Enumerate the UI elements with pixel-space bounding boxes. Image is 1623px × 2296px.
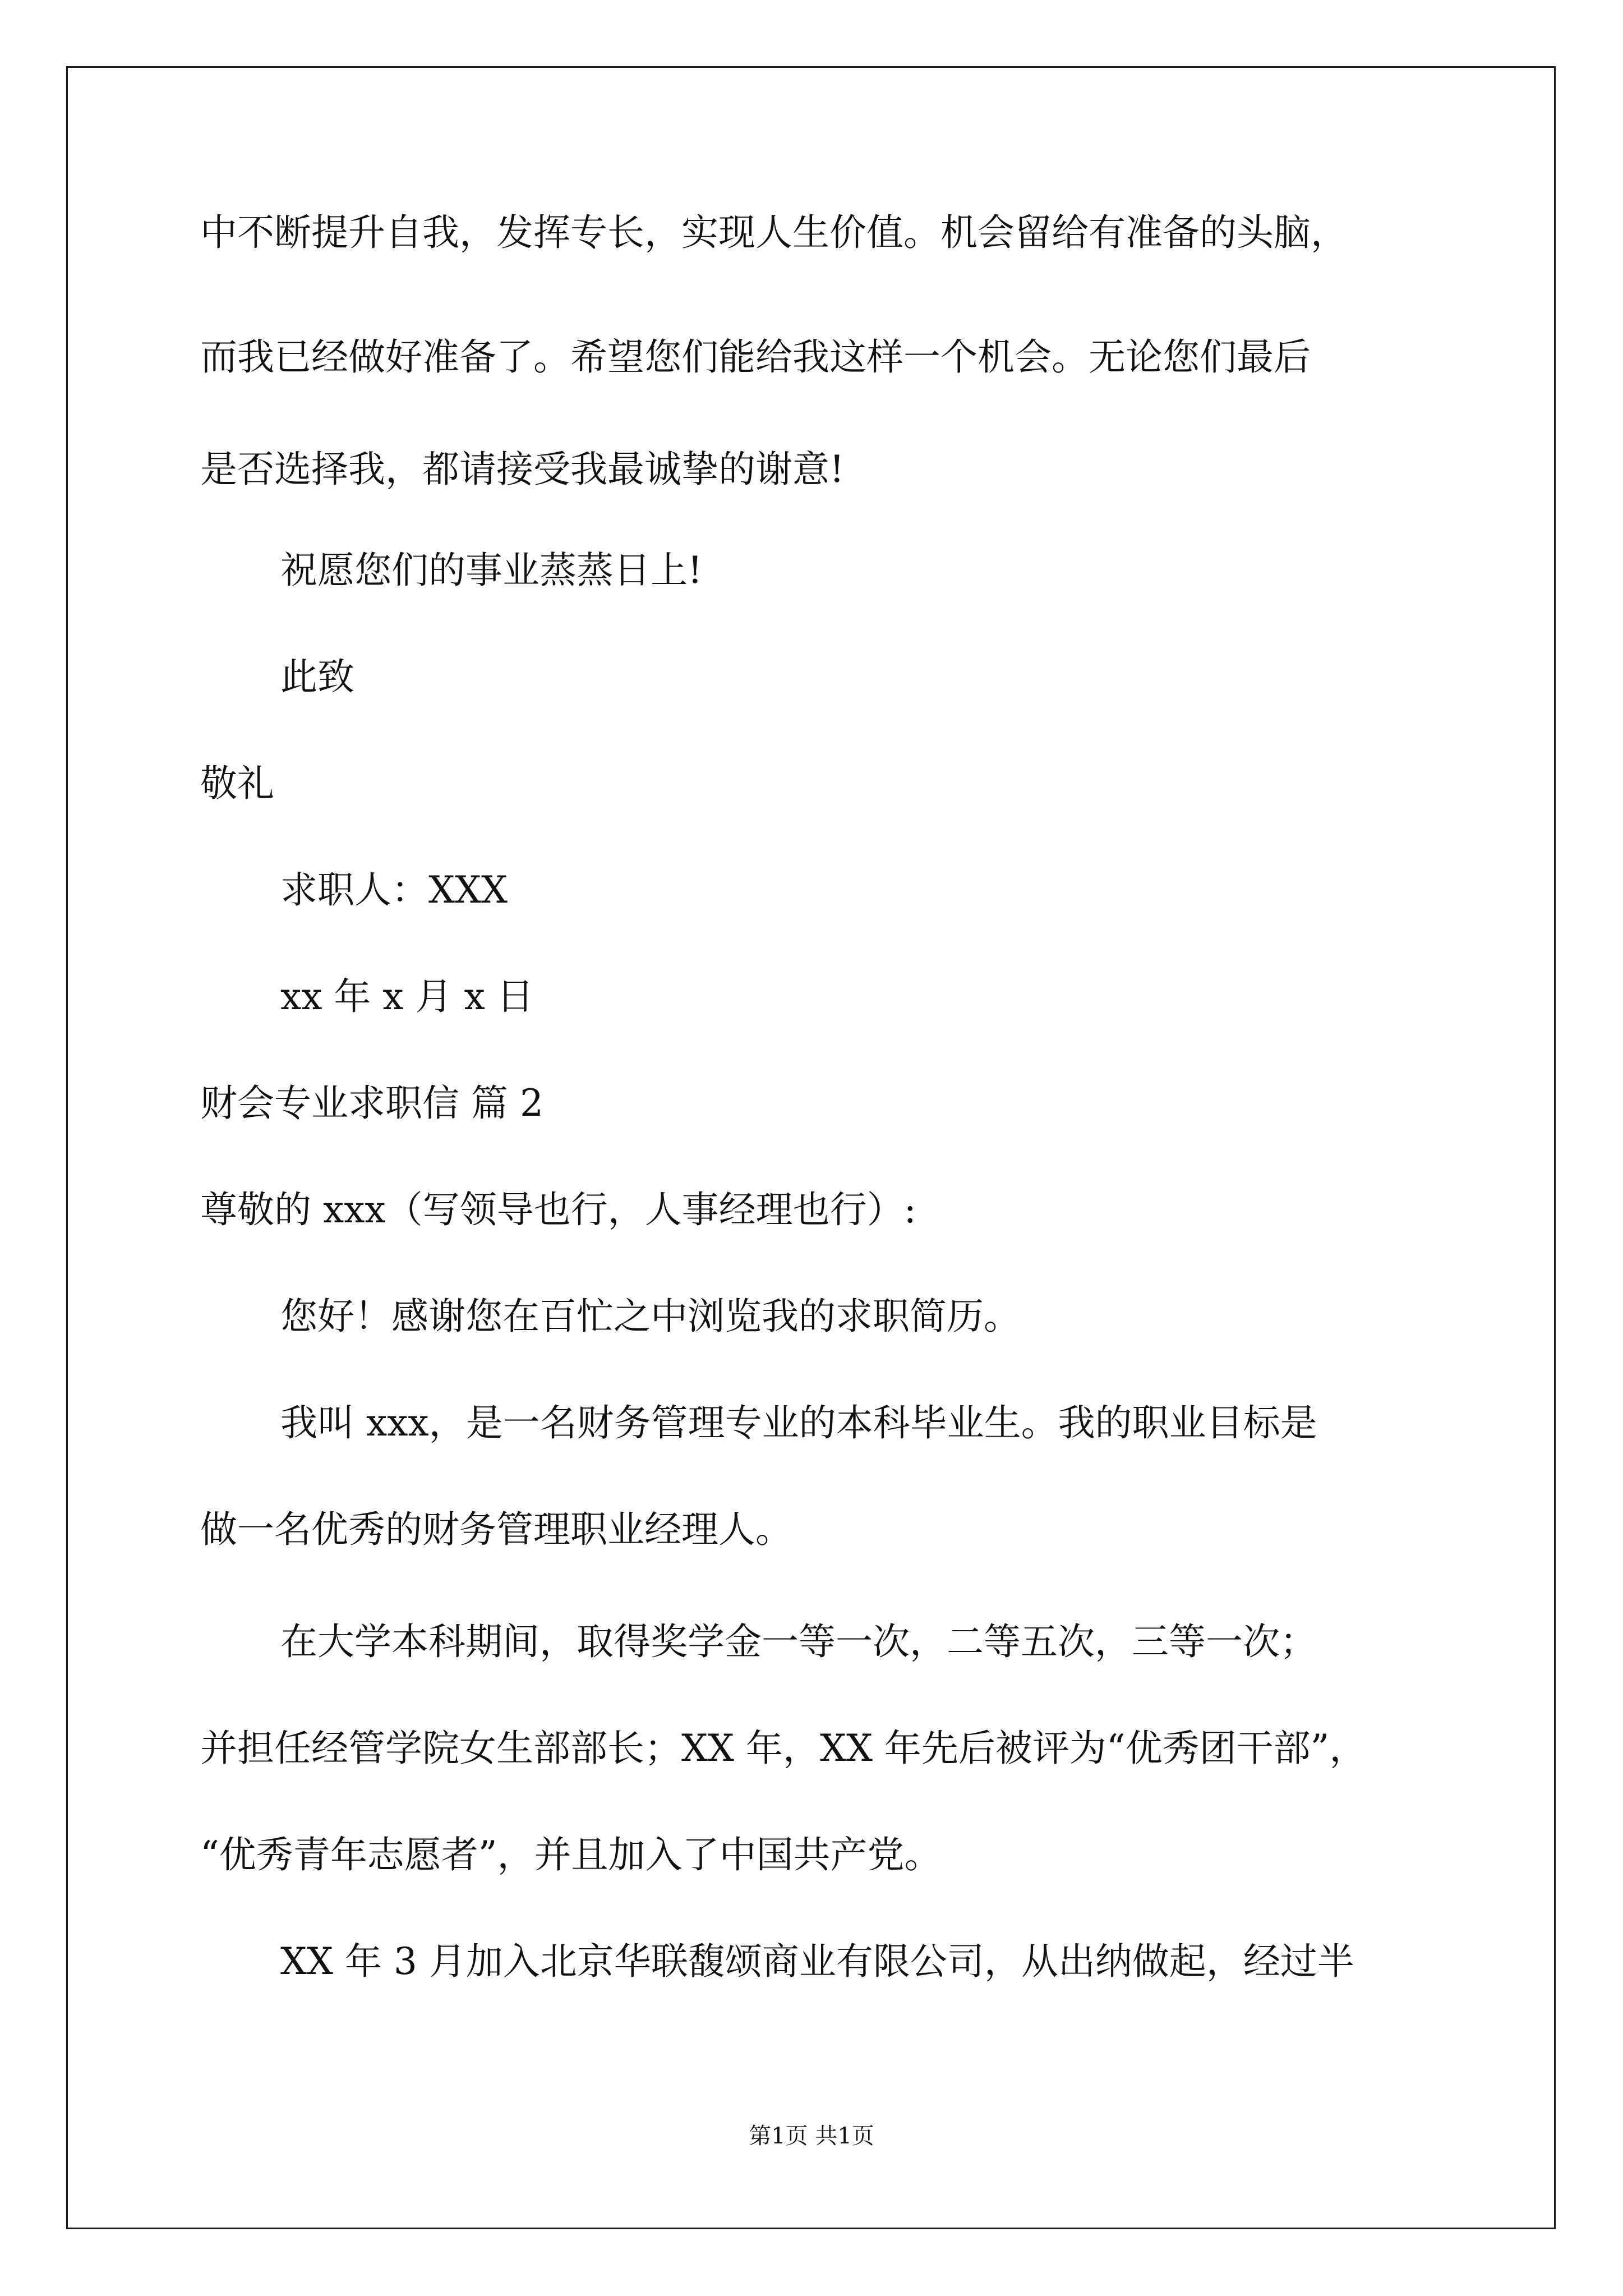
body-line: 而我已经做好准备了。希望您们能给我这样一个机会。无论您们最后 [200,335,1311,379]
body-line: “优秀青年志愿者”，并且加入了中国共产党。 [200,1833,942,1876]
signature-date: xx 年 x 月 x 日 [280,975,534,1018]
body-line: 在大学本科期间，取得奖学金一等一次，二等五次，三等一次； [280,1620,1317,1663]
letter-greeting: 尊敬的 xxx（写领导也行，人事经理也行）: [200,1188,916,1231]
body-line: 并担任经管学院女生部部长；XX 年，XX 年先后被评为“优秀团干部”， [200,1727,1367,1770]
body-line: XX 年 3 月加入北京华联馥颂商业有限公司，从出纳做起，经过半 [280,1940,1354,1983]
body-line: 中不断提升自我，发挥专长，实现人生价值。机会留给有准备的头脑， [200,211,1348,254]
body-line: 是否选择我，都请接受我最诚挚的谢意! [200,448,845,491]
body-line: 您好！感谢您在百忙之中浏览我的求职简历。 [280,1295,1021,1338]
signature-name: 求职人：XXX [280,868,508,912]
section-title: 财会专业求职信 篇 2 [200,1082,543,1125]
salutation-respect: 敬礼 [200,762,274,805]
salutation-closing: 此致 [280,655,354,698]
body-line: 做一名优秀的财务管理职业经理人。 [200,1508,792,1551]
closing-wish: 祝愿您们的事业蒸蒸日上! [280,549,703,592]
page-border [66,66,1556,2229]
page-footer: 第1页 共1页 [749,2123,874,2149]
body-line: 我叫 xxx，是一名财务管理专业的本科毕业生。我的职业目标是 [280,1401,1317,1444]
